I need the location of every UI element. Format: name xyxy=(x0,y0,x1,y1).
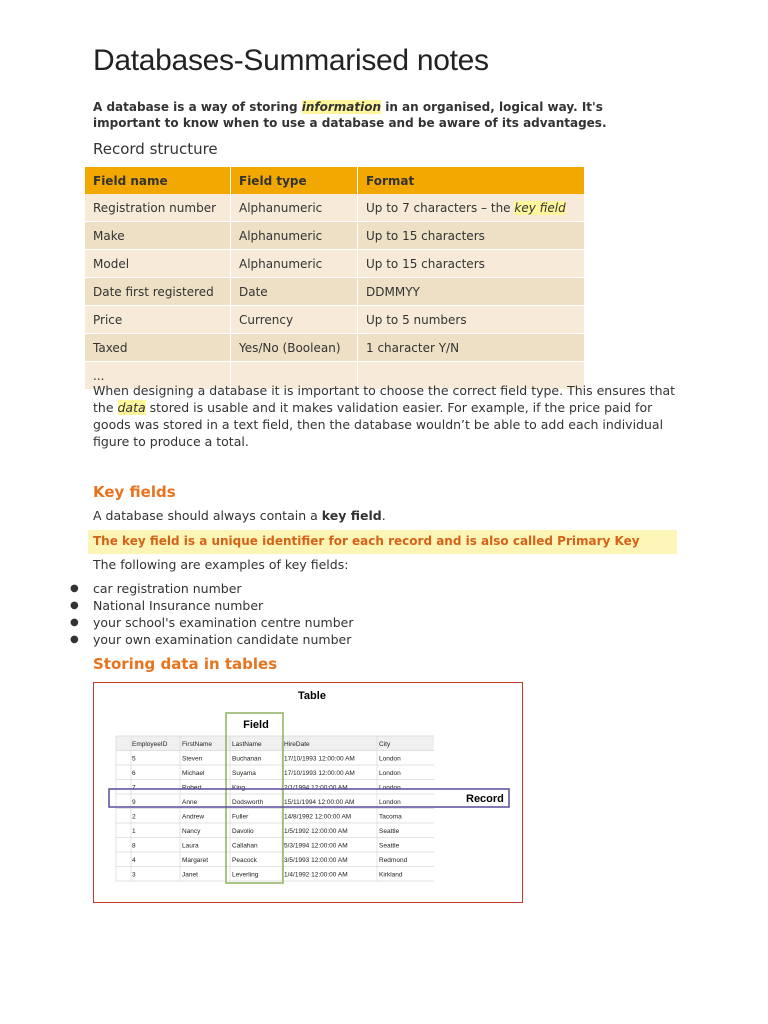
grid-cell: Robert xyxy=(182,784,202,792)
grid-cell: 14/8/1992 12:00:00 AM xyxy=(284,813,352,821)
grid-cell: 3/5/1993 12:00:00 AM xyxy=(284,857,348,864)
grid-cell: Leverling xyxy=(232,871,259,879)
table-cell: Model xyxy=(85,250,231,278)
header-field-name: Field name xyxy=(85,167,231,194)
list-item xyxy=(68,614,353,631)
table-cell: Alphanumeric xyxy=(231,194,358,222)
table-cell: Make xyxy=(85,222,231,250)
para-text-after: stored is usable and it makes validation easier. For example, if the price paid for goods was stored in a text field, then the database wouldn’t be able to add each individual figure to produce a total. xyxy=(93,400,664,449)
grid-cell: Peacock xyxy=(232,857,257,864)
list-item xyxy=(68,631,353,648)
employee-grid xyxy=(116,736,434,881)
list-item-text: National Insurance number xyxy=(93,598,264,613)
field-label: Field xyxy=(243,719,269,731)
grid-cell: 15/11/1994 12:00:00 AM xyxy=(284,799,355,806)
table-cell: Up to 15 characters xyxy=(358,222,585,250)
header-format: Format xyxy=(358,167,585,194)
table-row xyxy=(85,278,585,306)
key-field-bold: key field xyxy=(321,508,382,523)
grid-cell: Kirkland xyxy=(379,871,403,879)
grid-cell: Janet xyxy=(182,871,198,879)
list-item-text: your own examination candidate number xyxy=(93,632,352,647)
data-highlight: data xyxy=(117,400,146,415)
storing-data-heading: Storing data in tables xyxy=(93,655,278,673)
grid-cell: Fuller xyxy=(232,813,249,821)
format-text: Up to 7 characters – the xyxy=(366,200,515,215)
table-cell: Price xyxy=(85,306,231,334)
grid-cell: London xyxy=(379,799,401,806)
grid-cell: Nancy xyxy=(182,828,201,835)
table-cell: Alphanumeric xyxy=(231,222,358,250)
key-fields-sentence xyxy=(93,508,386,523)
list-item xyxy=(68,580,353,597)
table-cell: Date xyxy=(231,278,358,306)
table-row xyxy=(85,306,585,334)
table-diagram xyxy=(94,683,522,902)
grid-cell: 6 xyxy=(132,770,136,777)
table-cell: Registration number xyxy=(85,194,231,222)
key-fields-text-after: . xyxy=(381,508,386,523)
grid-cell: 8 xyxy=(132,842,136,850)
grid-cell: 3 xyxy=(132,871,136,879)
bullet-icon: ● xyxy=(70,617,79,628)
grid-column-header: LastName xyxy=(232,741,262,748)
grid-cell: 5/3/1994 12:00:00 AM xyxy=(284,842,348,850)
table-row xyxy=(85,222,585,250)
table-cell: ... xyxy=(85,362,231,390)
examples-intro: The following are examples of key fields: xyxy=(93,557,349,572)
table-cell: Taxed xyxy=(85,334,231,362)
list-item-text: your school's examination centre number xyxy=(93,615,354,630)
key-field-highlight: key field xyxy=(514,200,566,215)
grid-cell: Laura xyxy=(182,842,199,850)
key-fields-heading: Key fields xyxy=(93,483,176,501)
grid-cell: London xyxy=(379,784,401,792)
table-cell: Alphanumeric xyxy=(231,250,358,278)
key-field-examples-list xyxy=(68,580,353,648)
table-cell: Up to 15 characters xyxy=(358,250,585,278)
grid-cell: Steven xyxy=(182,755,203,763)
table-cell: Yes/No (Boolean) xyxy=(231,334,358,362)
grid-cell: Suyama xyxy=(232,770,256,777)
grid-cell: Callahan xyxy=(232,842,258,850)
table-diagram-figure xyxy=(93,682,523,903)
grid-cell: 4 xyxy=(132,857,136,864)
bullet-icon: ● xyxy=(70,583,79,594)
grid-cell: Seattle xyxy=(379,828,400,835)
record-structure-table xyxy=(85,167,585,390)
grid-cell: 2 xyxy=(132,813,136,821)
table-cell: Up to 5 numbers xyxy=(358,306,585,334)
grid-cell: London xyxy=(379,770,401,777)
grid-column-header: HireDate xyxy=(284,741,310,748)
grid-cell: Anne xyxy=(182,799,198,806)
grid-cell: Dodsworth xyxy=(232,799,264,806)
intro-highlight: information xyxy=(301,100,382,114)
table-cell: Currency xyxy=(231,306,358,334)
record-label: Record xyxy=(466,793,504,805)
table-row xyxy=(85,250,585,278)
grid-cell: 17/10/1993 12:00:00 AM xyxy=(284,770,355,777)
grid-cell: 1/5/1992 12:00:00 AM xyxy=(284,828,348,835)
field-type-paragraph xyxy=(93,382,683,450)
bullet-icon: ● xyxy=(70,634,79,645)
page-title: Databases-Summarised notes xyxy=(93,44,489,77)
grid-cell: London xyxy=(379,755,401,763)
grid-cell: Margaret xyxy=(182,857,209,864)
grid-cell: 1 xyxy=(132,828,136,835)
record-structure-heading: Record structure xyxy=(93,140,218,158)
grid-cell: King xyxy=(232,784,246,792)
table-cell: Date first registered xyxy=(85,278,231,306)
grid-cell: 9 xyxy=(132,799,136,806)
grid-cell: Andrew xyxy=(182,813,205,821)
grid-column-header: EmployeeID xyxy=(132,741,168,748)
header-field-type: Field type xyxy=(231,167,358,194)
grid-cell: Redmond xyxy=(379,857,408,864)
callout-text: The key field is a unique identifier for each record and is also called Primary Key xyxy=(93,534,640,548)
intro-text-before: A database is a way of storing xyxy=(93,100,302,114)
grid-cell: 7 xyxy=(132,784,136,792)
intro-text-after: in an organised, logical way. It's important to know when to use a database and be aware of its advantages. xyxy=(93,100,607,130)
grid-cell: 1/4/1992 12:00:00 AM xyxy=(284,871,348,879)
figure-title: Table xyxy=(298,690,326,702)
grid-cell: Davolio xyxy=(232,828,254,835)
intro-paragraph xyxy=(93,99,653,131)
grid-cell: Buchanan xyxy=(232,755,262,763)
para-text-before: When designing a database it is important to choose the correct field type. This ensures that the xyxy=(93,383,676,415)
table-row xyxy=(85,194,585,222)
grid-cell: 17/10/1993 12:00:00 AM xyxy=(284,755,355,763)
key-fields-text-before: A database should always contain a xyxy=(93,508,322,523)
list-item-text: car registration number xyxy=(93,581,242,596)
grid-cell: 2/1/1994 12:00:00 AM xyxy=(284,784,348,792)
grid-cell: Seattle xyxy=(379,842,400,850)
table-cell: DDMMYY xyxy=(358,278,585,306)
grid-cell: Michael xyxy=(182,770,205,777)
grid-cell: 5 xyxy=(132,755,136,763)
list-item xyxy=(68,597,353,614)
table-cell: 1 character Y/N xyxy=(358,334,585,362)
grid-column-header: FirstName xyxy=(182,741,212,748)
primary-key-callout xyxy=(88,530,677,554)
grid-column-header: City xyxy=(379,741,391,748)
table-header-row xyxy=(85,167,585,194)
table-cell xyxy=(358,194,585,222)
grid-cell: Tacoma xyxy=(379,813,402,821)
bullet-icon: ● xyxy=(70,600,79,611)
table-row xyxy=(85,334,585,362)
